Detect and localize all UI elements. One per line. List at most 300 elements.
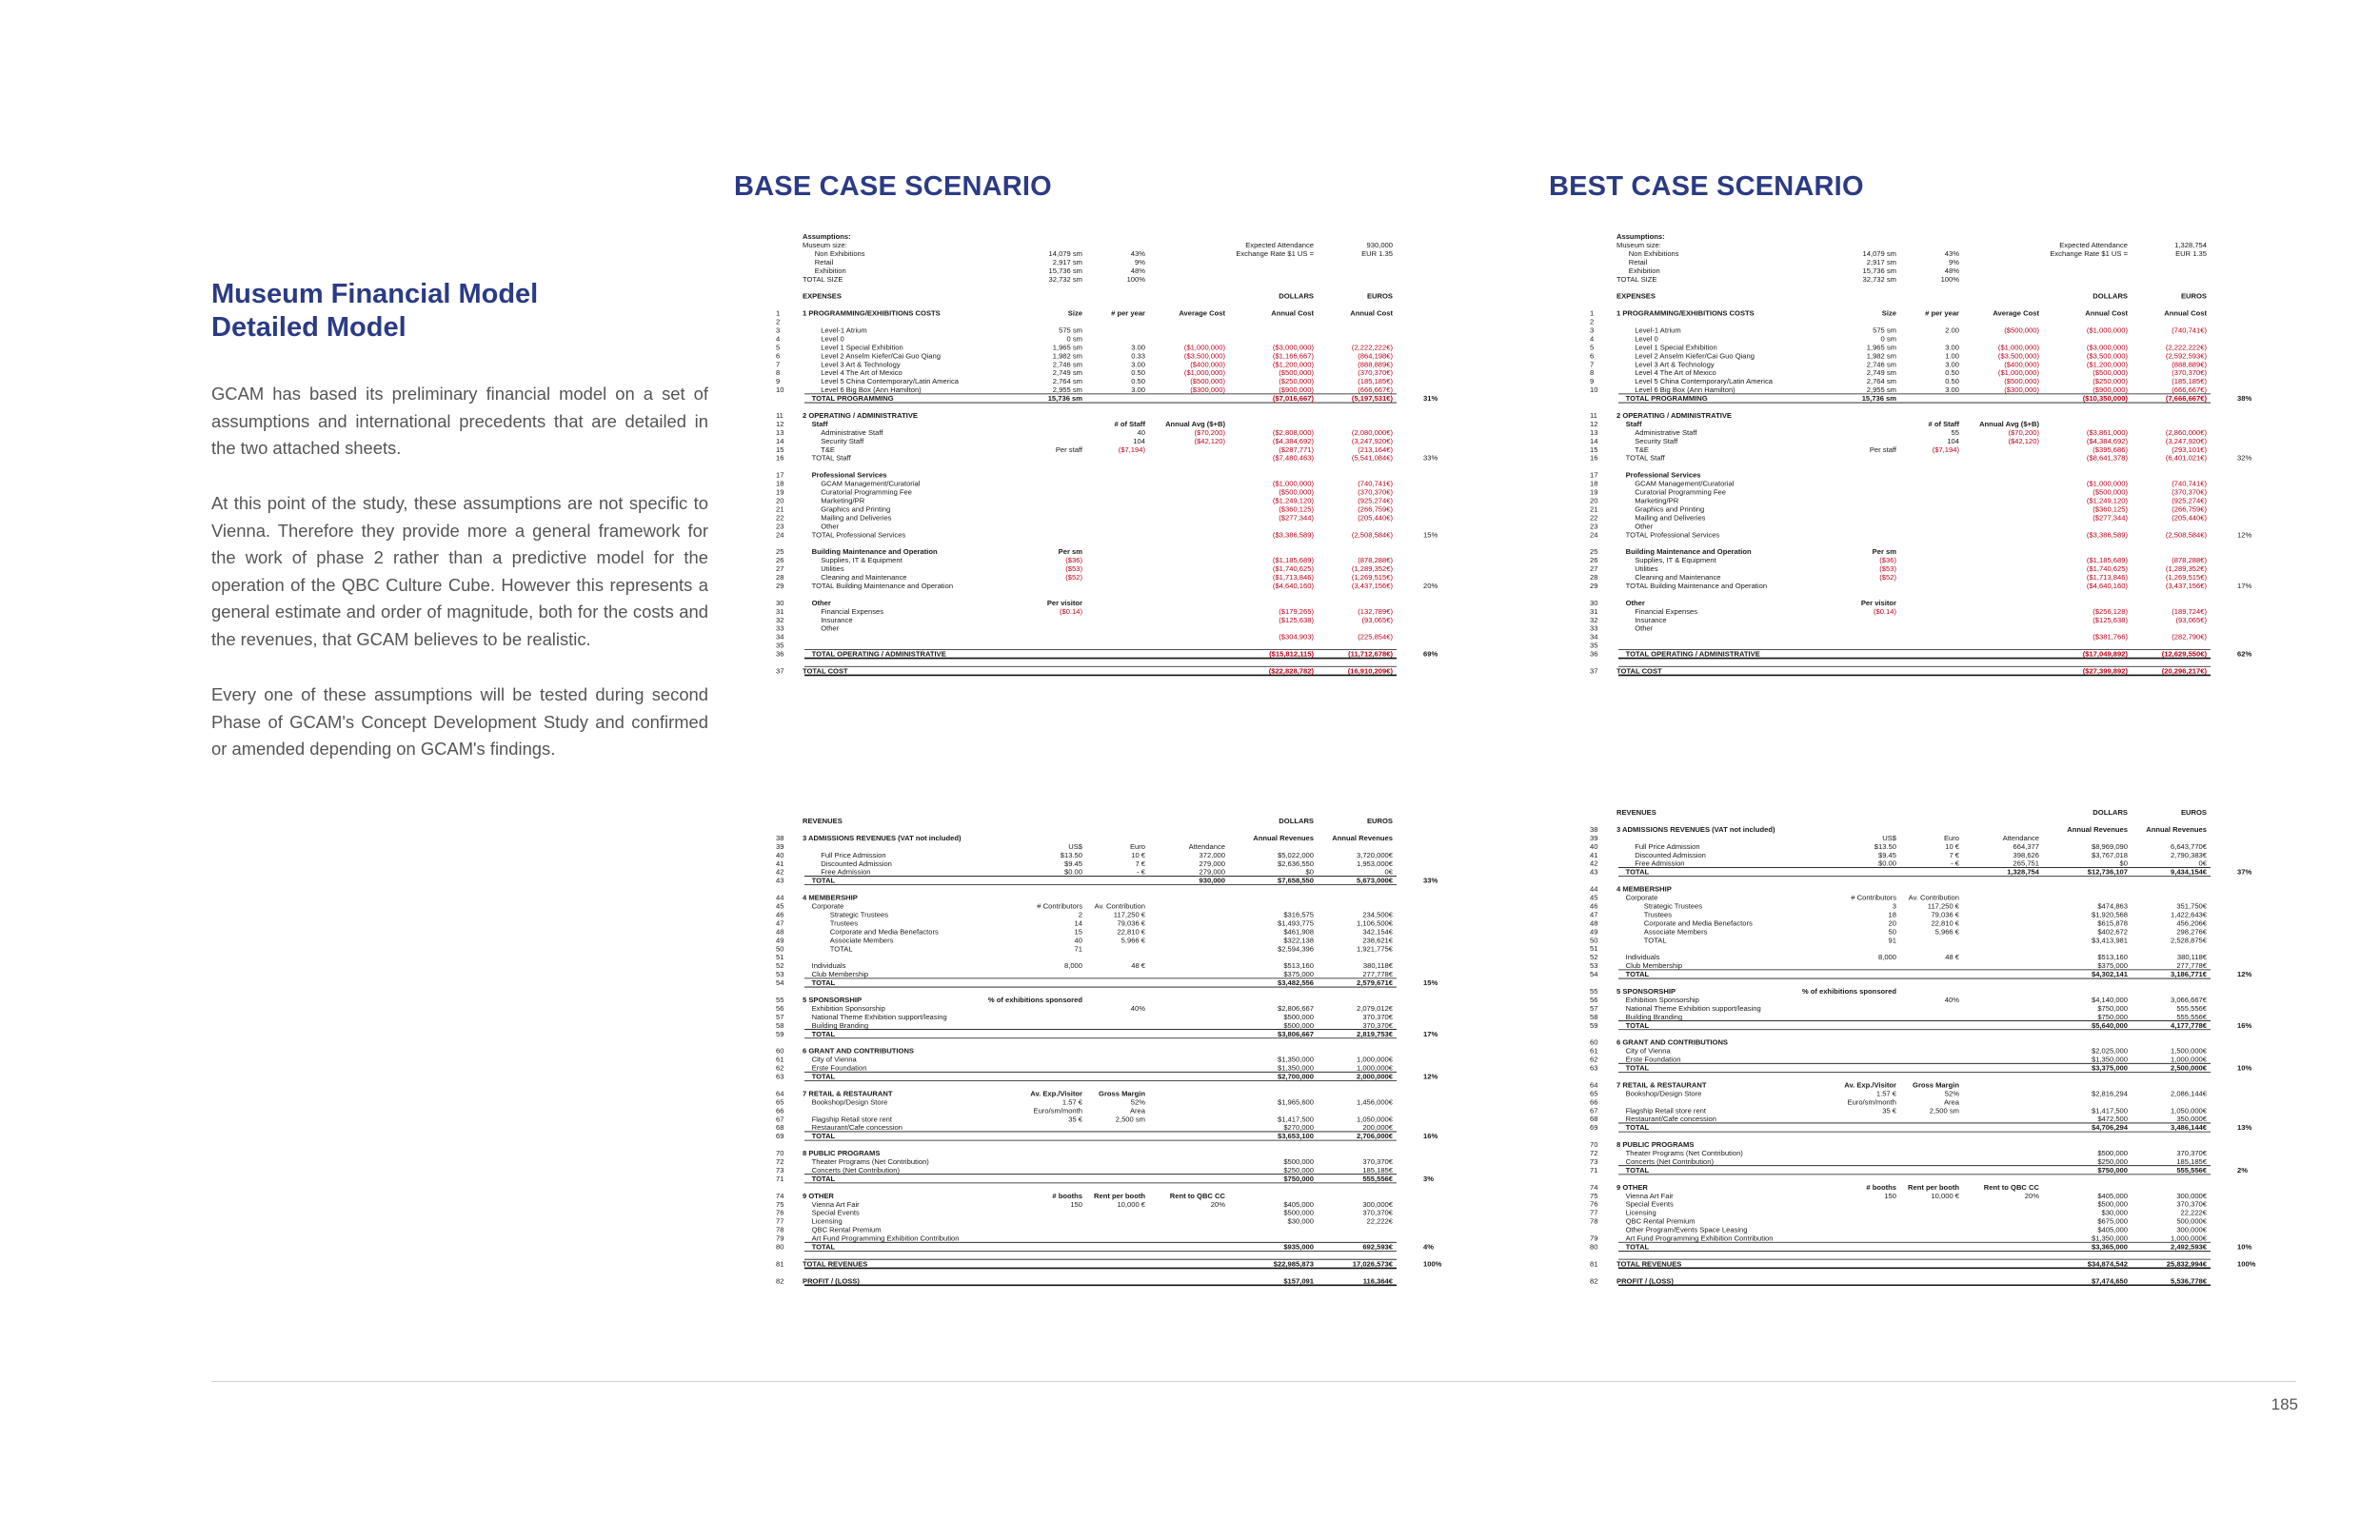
row-label: Flagship Retail store rent (811, 1115, 893, 1124)
row-label: City of Vienna (811, 1055, 857, 1064)
cell-value: 116,364€ (1362, 1276, 1393, 1286)
cell-value: Per visitor (1046, 598, 1082, 607)
sheet-row (776, 1106, 1146, 1115)
cell-value: 3% (1423, 1174, 1434, 1183)
cell-value: $3,482,556 (1277, 978, 1314, 988)
sheet-row (776, 599, 1082, 607)
row-number: 62 (776, 1063, 784, 1073)
cell-value: 398,626 (2013, 850, 2039, 859)
row-label: Bookshop/Design Store (811, 1097, 888, 1107)
cell-value: (2,860,000€) (2165, 427, 2207, 437)
cell-value: 350,000€ (2176, 1115, 2207, 1124)
row-number: 13 (776, 427, 784, 437)
sheet-row (1590, 842, 2208, 851)
cell-value: 3,486,144€ (2170, 1123, 2207, 1133)
cell-value: Av. Exp./Visitor (1844, 1080, 1896, 1090)
cell-value: 5,966 € (1934, 927, 1959, 937)
cell-value: 370,370€ (1362, 1020, 1393, 1030)
cell-value: $2,025,000 (2091, 1046, 2128, 1056)
row-label: Staff (1625, 419, 1642, 428)
cell-value: (20,296,217€) (2161, 666, 2207, 676)
sheet-row (1616, 232, 1665, 241)
cell-value: 1,000,000€ (1356, 1055, 1393, 1064)
cell-value: 300,000€ (2176, 1191, 2207, 1200)
cell-value: (2,592,593€) (2165, 351, 2207, 361)
cell-value: ($400,000) (1190, 360, 1225, 369)
cell-value: $250,000 (1283, 1165, 1314, 1175)
row-label: Museum size: (1616, 240, 1661, 249)
cell-value: (293,101€) (2172, 444, 2207, 454)
sheet-row (776, 633, 1393, 642)
cell-value: 20 (1888, 918, 1896, 928)
cell-value: ($42,120) (1194, 436, 1225, 445)
sheet-row (804, 394, 1438, 403)
row-label: TOTAL OPERATING / ADMINISTRATIVE (811, 649, 946, 659)
row-number: 38 (1590, 824, 1598, 834)
cell-value: ($277,344) (1279, 513, 1314, 523)
row-number: 48 (776, 927, 784, 937)
row-label: Individuals (1625, 953, 1660, 962)
cell-value: Per visitor (1860, 598, 1896, 607)
cell-value: ($1,000,000) (1997, 343, 2039, 352)
cell-value: US$ (1882, 833, 1896, 842)
row-number: 57 (776, 1012, 784, 1021)
sheet-row (776, 953, 783, 961)
sheet-row (1618, 394, 2251, 403)
cell-value: 2,492,593€ (2170, 1242, 2207, 1252)
cell-value: 2,819,753€ (1356, 1029, 1393, 1038)
row-number: 73 (1590, 1156, 1598, 1166)
cell-value: ($36) (1065, 556, 1082, 565)
row-label: Free Admission (1635, 859, 1685, 868)
cell-value: $13.50 (1060, 850, 1082, 859)
row-label: Level-1 Atrium (1635, 326, 1681, 335)
cell-value: $30,000 (1287, 1216, 1314, 1226)
cell-value: 69% (1423, 649, 1438, 659)
sheet-row (1590, 607, 2207, 616)
sheet-row (1590, 1063, 2251, 1072)
cell-value: (189,724€) (2172, 606, 2207, 616)
cell-value: 3,186,771€ (2170, 970, 2207, 979)
cell-value: # booths (1866, 1182, 1896, 1192)
cell-value: ($381,766) (2092, 632, 2128, 642)
cell-value: 55 (1951, 427, 1959, 437)
row-number: 3 (1590, 326, 1595, 335)
cell-value: Per staff (1055, 444, 1082, 454)
cell-value: $0 (2119, 859, 2128, 868)
cell-value: ($3,386,589) (1272, 530, 1314, 540)
cell-value: 1,965 sm (1866, 343, 1896, 352)
row-label: TOTAL (1625, 970, 1650, 979)
sheet-row (776, 326, 1082, 334)
sheet-row (803, 232, 851, 241)
sheet-row (815, 258, 1145, 267)
row-label: Restaurant/Cafe concession (811, 1123, 903, 1133)
row-number: 77 (1590, 1208, 1598, 1217)
sheet-row (1590, 910, 2208, 918)
sheet-row (1590, 1192, 2208, 1200)
sheet-row (1590, 309, 2207, 318)
cell-value: 300,000€ (1362, 1199, 1393, 1209)
sheet-row (776, 437, 1393, 445)
sheet-row (1590, 961, 2208, 970)
cell-value: $5,640,000 (2091, 1020, 2128, 1030)
cell-value: 25,832,994€ (2166, 1259, 2207, 1269)
cell-value: ($1,166,667) (1272, 351, 1314, 361)
cell-value: Area (1943, 1097, 1959, 1107)
cell-value: (12,629,550€) (2161, 649, 2207, 659)
cell-value: 20% (1210, 1199, 1225, 1209)
cell-value: Annual Cost (1350, 308, 1393, 318)
cell-value: 2% (2237, 1165, 2248, 1175)
sheet-row (776, 1030, 1438, 1038)
row-number: 61 (1590, 1046, 1598, 1056)
cell-value: 35 € (1882, 1106, 1896, 1116)
cell-value: Attendance (1188, 841, 1225, 851)
sheet-row (776, 607, 1393, 616)
row-number: 35 (1590, 641, 1598, 650)
cell-value: 2,086,144€ (2170, 1089, 2207, 1098)
row-label: Full Price Admission (821, 850, 886, 859)
sheet-row (776, 894, 858, 902)
row-number: 40 (1590, 841, 1598, 851)
document-title-line2: Detailed Model (211, 312, 407, 343)
cell-value: 18 (1888, 910, 1896, 919)
document-title-line1: Museum Financial Model (211, 279, 539, 309)
row-label: Vienna Art Fair (1625, 1191, 1674, 1200)
row-label: Trustees (829, 918, 859, 928)
sheet-row (803, 817, 1393, 825)
cell-value: 12% (2237, 970, 2252, 979)
cell-value: 32,732 sm (1862, 274, 1896, 284)
row-label: Other (821, 623, 840, 633)
sheet-row (776, 859, 1394, 868)
intro-paragraph-2: At this point of the study, these assumptions are not specific to Vienna. Therefore they provide more a general framework for the work of phase 2 rather than a predictive model for the operation of the QBC Culture Cube. However this represents a general estimate and order of magnitude, both for the costs and the revenues, that GCAM believes to be realistic. (211, 493, 708, 649)
cell-value: (925,274€) (2172, 496, 2207, 505)
row-number: 24 (1590, 530, 1598, 540)
row-label: TOTAL (1625, 1063, 1650, 1073)
cell-value: 150 (1070, 1199, 1082, 1209)
sheet-row (776, 309, 1393, 318)
row-label: Level-1 Atrium (821, 326, 867, 335)
cell-value: 930,000 (1199, 876, 1225, 885)
cell-value: $402,672 (2097, 927, 2128, 937)
row-number: 3 (776, 326, 781, 335)
cell-value: (925,274€) (1358, 496, 1393, 505)
cell-value: (878,288€) (1358, 556, 1393, 565)
cell-value: ($1,000,000) (1997, 368, 2039, 378)
cell-value: $500,000 (1283, 1208, 1314, 1217)
cell-value: 9,434,154€ (2170, 867, 2207, 877)
sheet-row (1590, 867, 2251, 876)
cell-value: 456,206€ (2176, 918, 2207, 928)
sheet-row (776, 624, 840, 633)
row-number: 18 (776, 479, 784, 488)
sheet-row (1590, 564, 2207, 573)
cell-value: 2,500,000€ (2170, 1063, 2207, 1073)
sheet-row (776, 1209, 1394, 1217)
cell-value: 43% (1944, 248, 1959, 258)
row-number: 4 (1590, 334, 1595, 344)
sheet-row (776, 1013, 1394, 1021)
cell-value: ($1,713,846) (1272, 573, 1314, 582)
cell-value: 2,955 sm (1866, 385, 1896, 395)
cell-value: 20% (1423, 581, 1438, 590)
sheet-row (1590, 616, 2207, 624)
cell-value: (3,247,920€) (1351, 436, 1393, 445)
row-label: 5 SPONSORSHIP (1616, 986, 1676, 996)
row-number: 4 (776, 334, 781, 344)
sheet-row (815, 267, 1145, 275)
row-number: 25 (1590, 547, 1598, 557)
cell-value: ($3,500,000) (2086, 351, 2128, 361)
row-number: 55 (1590, 986, 1598, 996)
cell-value: 238,621€ (1362, 936, 1393, 945)
cell-value: $2,700,000 (1277, 1072, 1314, 1081)
cell-value: Area (1129, 1106, 1145, 1116)
sheet-row (776, 488, 1393, 497)
cell-value: 33% (1423, 876, 1438, 885)
cell-value: 380,118€ (1362, 961, 1393, 971)
cell-value: 185,185€ (1362, 1165, 1393, 1175)
row-number: 52 (1590, 953, 1598, 962)
cell-value: 117,250 € (1927, 901, 1959, 911)
row-number: 41 (776, 859, 784, 868)
sheet-row (1590, 1157, 2208, 1166)
cell-value: ($500,000) (1279, 368, 1314, 378)
row-label: Marketing/PR (1635, 496, 1679, 505)
row-number: 61 (776, 1055, 784, 1064)
cell-value: (1,289,352€) (1351, 564, 1393, 574)
cell-value: (740,741€) (1358, 479, 1393, 488)
cell-value: 104 (1133, 436, 1145, 445)
cell-value: $500,000 (2097, 1149, 2128, 1157)
cell-value: $4,706,294 (2091, 1123, 2128, 1133)
cell-value: 35 € (1068, 1115, 1082, 1124)
row-number: 30 (776, 598, 784, 607)
row-label: Utilities (821, 564, 844, 574)
cell-value: 1,000,000€ (2170, 1234, 2207, 1243)
row-label: Level 6 Big Box (Ann Hamilton) (821, 385, 922, 395)
sheet-row (1590, 1038, 1728, 1047)
cell-value: EUROS (2180, 808, 2207, 817)
row-label: 6 GRANT AND CONTRIBUTIONS (1616, 1037, 1728, 1047)
sheet-row (1590, 420, 2039, 428)
cell-value: ($2,808,000) (1272, 427, 1314, 437)
row-number: 7 (1590, 360, 1595, 369)
sheet-row (776, 513, 1393, 522)
row-number: 1 (1590, 308, 1595, 318)
cell-value: $405,000 (1283, 1199, 1314, 1209)
row-number: 74 (1590, 1182, 1598, 1192)
cell-value: (16,910,209€) (1347, 666, 1393, 676)
row-label: Retail (814, 257, 834, 267)
row-label: QBC Rental Premium (1625, 1216, 1696, 1226)
cell-value: Per sm (1872, 547, 1896, 557)
cell-value: ($53) (1065, 564, 1082, 574)
cell-value: (864,198€) (1358, 351, 1393, 361)
cell-value: Exchange Rate $1 US = (1236, 248, 1314, 258)
sheet-row (1590, 1209, 2208, 1217)
sheet-row (776, 1132, 1438, 1140)
cell-value: ($1,249,120) (2086, 496, 2128, 505)
sheet-row (1616, 241, 2207, 249)
sheet-row (776, 868, 1394, 877)
cell-value: Per sm (1058, 547, 1082, 557)
row-number: 67 (1590, 1106, 1598, 1116)
sheet-row (776, 496, 1393, 504)
row-number: 32 (776, 615, 784, 624)
cell-value: ($1,000,000) (2086, 479, 2128, 488)
cell-value: 555,556€ (2176, 1003, 2207, 1013)
row-label: TOTAL (1625, 1242, 1650, 1252)
row-number: 72 (1590, 1149, 1598, 1157)
row-number: 34 (1590, 632, 1598, 642)
row-label: 4 MEMBERSHIP (803, 893, 858, 902)
row-label: Building Maintenance and Operation (811, 547, 938, 557)
cell-value: 22,222€ (2180, 1208, 2207, 1217)
cell-value: 5,673,000€ (1356, 876, 1393, 885)
row-label: REVENUES (803, 817, 843, 825)
row-label: Discounted Admission (1635, 850, 1706, 859)
cell-value: $615,878 (2097, 918, 2128, 928)
cell-value: 48 € (1945, 953, 1959, 962)
row-label: Curatorial Programming Fee (821, 487, 913, 497)
cell-value: 2,000,000€ (1356, 1072, 1393, 1081)
cell-value: Annual Cost (1271, 308, 1314, 318)
cell-value: (225,854€) (1358, 632, 1393, 642)
cell-value: 15% (1423, 978, 1438, 988)
row-label: Other Program/Events Space Leasing (1625, 1225, 1748, 1234)
cell-value: 277,778€ (1362, 970, 1393, 979)
sheet-row (776, 573, 1393, 582)
cell-value: $3,375,000 (2091, 1063, 2128, 1073)
row-label: 7 RETAIL & RESTAURANT (803, 1089, 893, 1098)
sheet-row (776, 428, 1393, 437)
sheet-row (776, 411, 918, 420)
row-number: 22 (1590, 513, 1598, 523)
sheet-row (1590, 513, 2207, 522)
row-number: 79 (1590, 1234, 1598, 1243)
sheet-row (776, 649, 1438, 658)
cell-value: 1,456,000€ (1356, 1097, 1393, 1107)
row-number: 62 (1590, 1055, 1598, 1064)
row-label: Utilities (1635, 564, 1658, 574)
cell-value: 0.50 (1131, 368, 1145, 378)
row-number: 45 (776, 901, 784, 911)
row-label: Other (811, 598, 831, 607)
cell-value: 1,965 sm (1052, 343, 1082, 352)
row-number: 48 (1590, 918, 1598, 928)
cell-value: 1,328,754 (2007, 867, 2039, 877)
cell-value: 2,706,000€ (1356, 1132, 1393, 1141)
row-label: T&E (821, 444, 835, 454)
cell-value: 37% (2237, 867, 2252, 877)
cell-value: $3,653,100 (1277, 1132, 1314, 1141)
cell-value: (185,185€) (1358, 377, 1393, 386)
row-label: National Theme Exhibition support/leasing (811, 1012, 947, 1021)
cell-value: 3.00 (1945, 343, 1959, 352)
cell-value: 279,000 (1199, 859, 1225, 868)
row-label: Art Fund Programming Exhibition Contribution (1625, 1234, 1774, 1243)
cell-value: Annual Avg ($+B) (1165, 419, 1225, 428)
sheet-row (1590, 377, 2207, 385)
cell-value: 1,982 sm (1052, 351, 1082, 361)
cell-value: ($4,384,692) (2086, 436, 2128, 445)
cell-value: ($3,861,000) (2086, 427, 2128, 437)
sheet-row (776, 1056, 1394, 1064)
row-number: 37 (1590, 666, 1598, 676)
row-number: 8 (1590, 368, 1595, 378)
cell-value: 5,966 € (1121, 936, 1145, 945)
cell-value: 500,000€ (2176, 1216, 2207, 1226)
sheet-row (1616, 292, 2207, 301)
sheet-row (776, 616, 1393, 624)
cell-value: ($53) (1879, 564, 1896, 574)
cell-value: 1.57 € (1061, 1097, 1082, 1107)
row-number: 66 (1590, 1097, 1598, 1107)
row-label: Club Membership (1625, 961, 1683, 971)
row-number: 22 (776, 513, 784, 523)
row-number: 68 (776, 1123, 784, 1133)
sheet-row (1590, 953, 2208, 961)
cell-value: $405,000 (2097, 1191, 2128, 1200)
cell-value: ($360,125) (2092, 504, 2128, 514)
row-number: 58 (1590, 1012, 1598, 1021)
cell-value: ($1,000,000) (2086, 326, 2128, 335)
cell-value: 3 (1892, 901, 1896, 911)
cell-value: 0€ (1384, 867, 1393, 877)
cell-value: 300,000€ (2176, 1225, 2207, 1234)
cell-value: Annual Revenues (1332, 833, 1393, 842)
cell-value: $2,636,550 (1277, 859, 1314, 868)
cell-value: (205,440€) (1358, 513, 1393, 523)
row-label: Exhibition Sponsorship (1625, 995, 1699, 1004)
cell-value: 234,500€ (1362, 910, 1393, 919)
sheet-row (776, 1175, 1434, 1183)
row-label: TOTAL (811, 1242, 836, 1252)
cell-value: 32,732 sm (1048, 274, 1082, 284)
sheet-row (1590, 825, 2207, 834)
cell-value: EUR 1.35 (1361, 248, 1393, 258)
cell-value: ($360,125) (1279, 504, 1314, 514)
cell-value: Expected Attendance (2059, 240, 2128, 249)
cell-value: 575 sm (1059, 326, 1082, 335)
row-number: 11 (776, 410, 783, 420)
row-number: 47 (1590, 910, 1598, 919)
cell-value: ($3,000,000) (2086, 343, 2128, 352)
sheet-row (776, 876, 1438, 884)
cell-value: 3.00 (1131, 385, 1145, 395)
row-label: 2 OPERATING / ADMINISTRATIVE (1616, 410, 1732, 420)
cell-value: 4% (1423, 1242, 1434, 1252)
row-label: TOTAL (811, 1029, 836, 1038)
cell-value: ($70,200) (2008, 427, 2039, 437)
sheet-row (776, 377, 1393, 385)
cell-value: 71 (1074, 944, 1082, 954)
cell-value: 14 (1074, 918, 1082, 928)
sheet-row (815, 249, 1393, 258)
row-number: 23 (1590, 522, 1598, 531)
base-case-revenues-sheet (776, 818, 1480, 1370)
row-label: Level 5 China Contemporary/Latin America (821, 377, 959, 386)
cell-value: 3.00 (1945, 385, 1959, 395)
row-label: Full Price Admission (1635, 841, 1700, 851)
sheet-row (776, 1004, 1394, 1013)
row-number: 56 (776, 1003, 784, 1013)
sheet-row (776, 454, 1438, 463)
row-label: Level 5 China Contemporary/Latin America (1635, 377, 1773, 386)
